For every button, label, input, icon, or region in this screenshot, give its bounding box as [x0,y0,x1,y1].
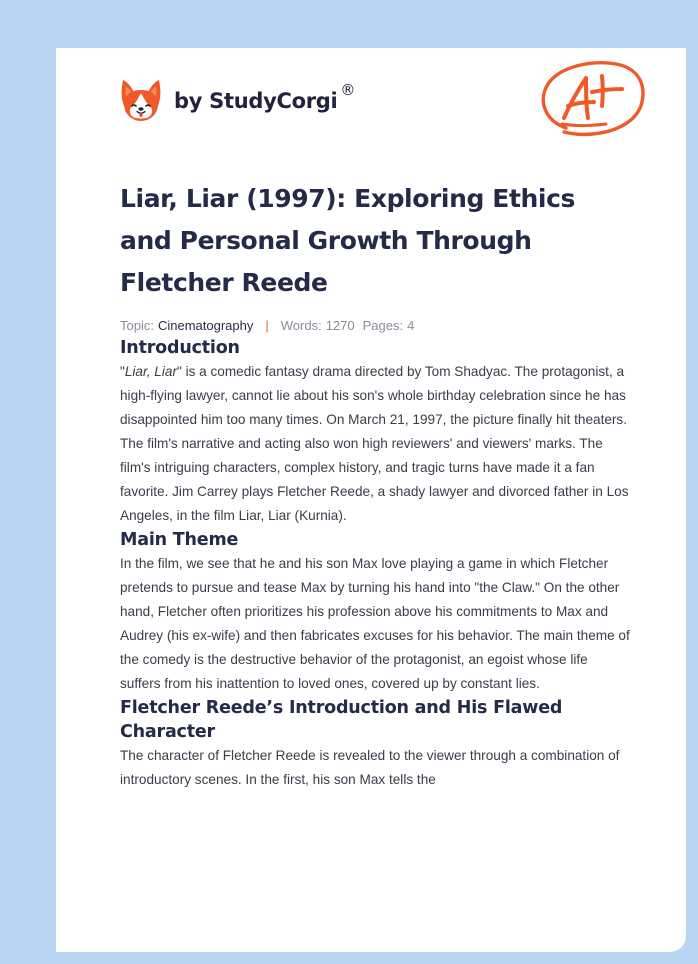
main-theme-paragraph: In the film, we see that he and his son Max love playing a game in which Fletcher pretends to pursue and tease Max by turning his hand into "the Claw." On the other hand, Fletcher often prioritizes his profession above his commitments to Max and Audrey (his ex-wife) and then fabricates excuses for his behavior. The main theme of the comedy is the destructive behavior of the protagonist, an egoist whose life suffers from his inattention to loved ones, covered up by constant lies. [120,556,630,691]
topic-link[interactable]: Cinematography [157,317,254,333]
article-content [120,178,632,792]
studycorgi-logo[interactable] [120,76,355,122]
words-label: Words: [280,317,322,333]
pages-label: Pages: [362,317,404,333]
pages-count: 4 [407,317,415,333]
section-heading-main-theme: Main Theme [120,530,239,550]
a-plus-grade-icon [536,58,648,138]
meta-separator: | [265,317,269,333]
registered-mark: ® [340,81,356,99]
fletcher-character-paragraph: The character of Fletcher Reede is revealed to the viewer through a combination of introductory scenes. In the first, his son Max tells the [120,748,620,787]
introduction-text: " is a comedic fantasy drama directed by Tom Shadyac. The protagonist, a high-flying lawyer, cannot lie about his son's whole birthday celebration since he has disappointed him too many times. On March 21, 1997, the picture finally hit theaters. The film's narrative and acting also won high reviewers' and viewers' marks. The film's intriguing characters, complex history, and tragic turns have made it a fan favorite. Jim Carrey plays Fletcher Reede, a shady lawyer and divorced father in Los Angeles, in the film Liar, Liar (Kurnia). [120,364,629,523]
article-card [56,48,686,952]
section-heading-introduction: Introduction [120,338,240,358]
article-meta [120,314,632,336]
quote-open: " [120,364,125,379]
words-count: 1270 [325,317,355,333]
section-heading-fletcher-character: Fletcher Reede’s Introduction and His Flawed Character [120,698,563,742]
page-header [56,48,686,168]
introduction-paragraph [120,360,632,528]
topic-label: Topic: [120,317,154,333]
brand-name: by StudyCorgi [174,89,338,113]
article-title: Liar, Liar (1997): Exploring Ethics and Personal Growth Through Fletcher Reede [120,184,575,297]
film-title-italic: Liar, Liar [124,364,177,379]
corgi-logo-icon [120,76,162,122]
